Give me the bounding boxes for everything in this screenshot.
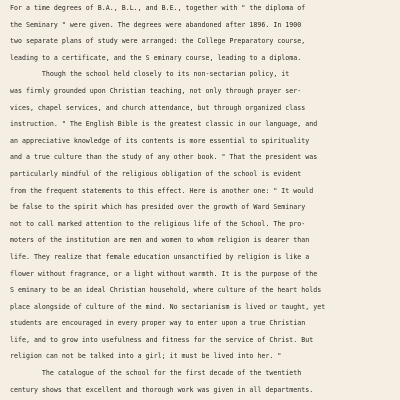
text-line: For a time degrees of B.A., B.L., and B.E., together with " the diploma of [10, 4, 306, 12]
text-line: the Seminary " were given. The degrees were abandoned after 1896. In 1900 [10, 20, 302, 29]
text-line: not to call marked attention to the religious life of the School. The pro- [10, 219, 306, 228]
text-line: moters of the institution are men and women to whom religion is dearer than [10, 236, 310, 245]
text-line: an appreciative knowledge of its contents is more essential to spirituality [10, 136, 310, 145]
text-line: leading to a certificate, and the S eminary course, leading to a diploma. [10, 53, 302, 62]
text-line: students are encouraged in every proper way to enter upon a true Christian [10, 319, 306, 328]
text-line: and a true culture than the study of any other book. " That the president was [10, 153, 318, 162]
text-line: Though the school held closely to its non-sectarian policy, it [10, 70, 290, 79]
text-line: from the frequent statements to this effect. Here is another one: " It would [10, 186, 314, 195]
text-line: instruction. " The English Bible is the greatest classic in our language, and [10, 120, 318, 129]
text-line: S eminary to be an ideal Christian household, where culture of the heart holds [10, 286, 322, 295]
text-line: vices, chapel services, and church attendance, but through organized class [10, 103, 306, 112]
text-line: life. They realize that female education unsanctified by religion is like a [10, 252, 310, 261]
text-line: The catalogue of the school for the first decade of the twentieth [10, 369, 302, 378]
text-line: was firmly grounded upon Christian teaching, not only through prayer ser- [10, 86, 302, 95]
text-line: particularly mindful of the religious obligation of the school is evident [10, 169, 302, 178]
text-line: flower without fragrance, or a light without warmth. It is the purpose of the [10, 269, 318, 278]
text-line: place alongside of culture of the mind. No sectarianism is lived or taught, yet [10, 302, 326, 311]
body-text [10, 0, 400, 398]
text-line: life, and to grow into usefulness and fitness for the service of Christ. But [10, 335, 314, 344]
text-line: century shows that excellent and thorough work was given in all departments. [10, 385, 314, 394]
text-line: be false to the spirit which has presided over the growth of Ward Seminary [10, 203, 306, 212]
text-line: religion can not be talked into a girl; it must be lived into her. " [10, 352, 282, 361]
text-line: two separate plans of study were arranged: the College Preparatory course, [10, 37, 306, 46]
